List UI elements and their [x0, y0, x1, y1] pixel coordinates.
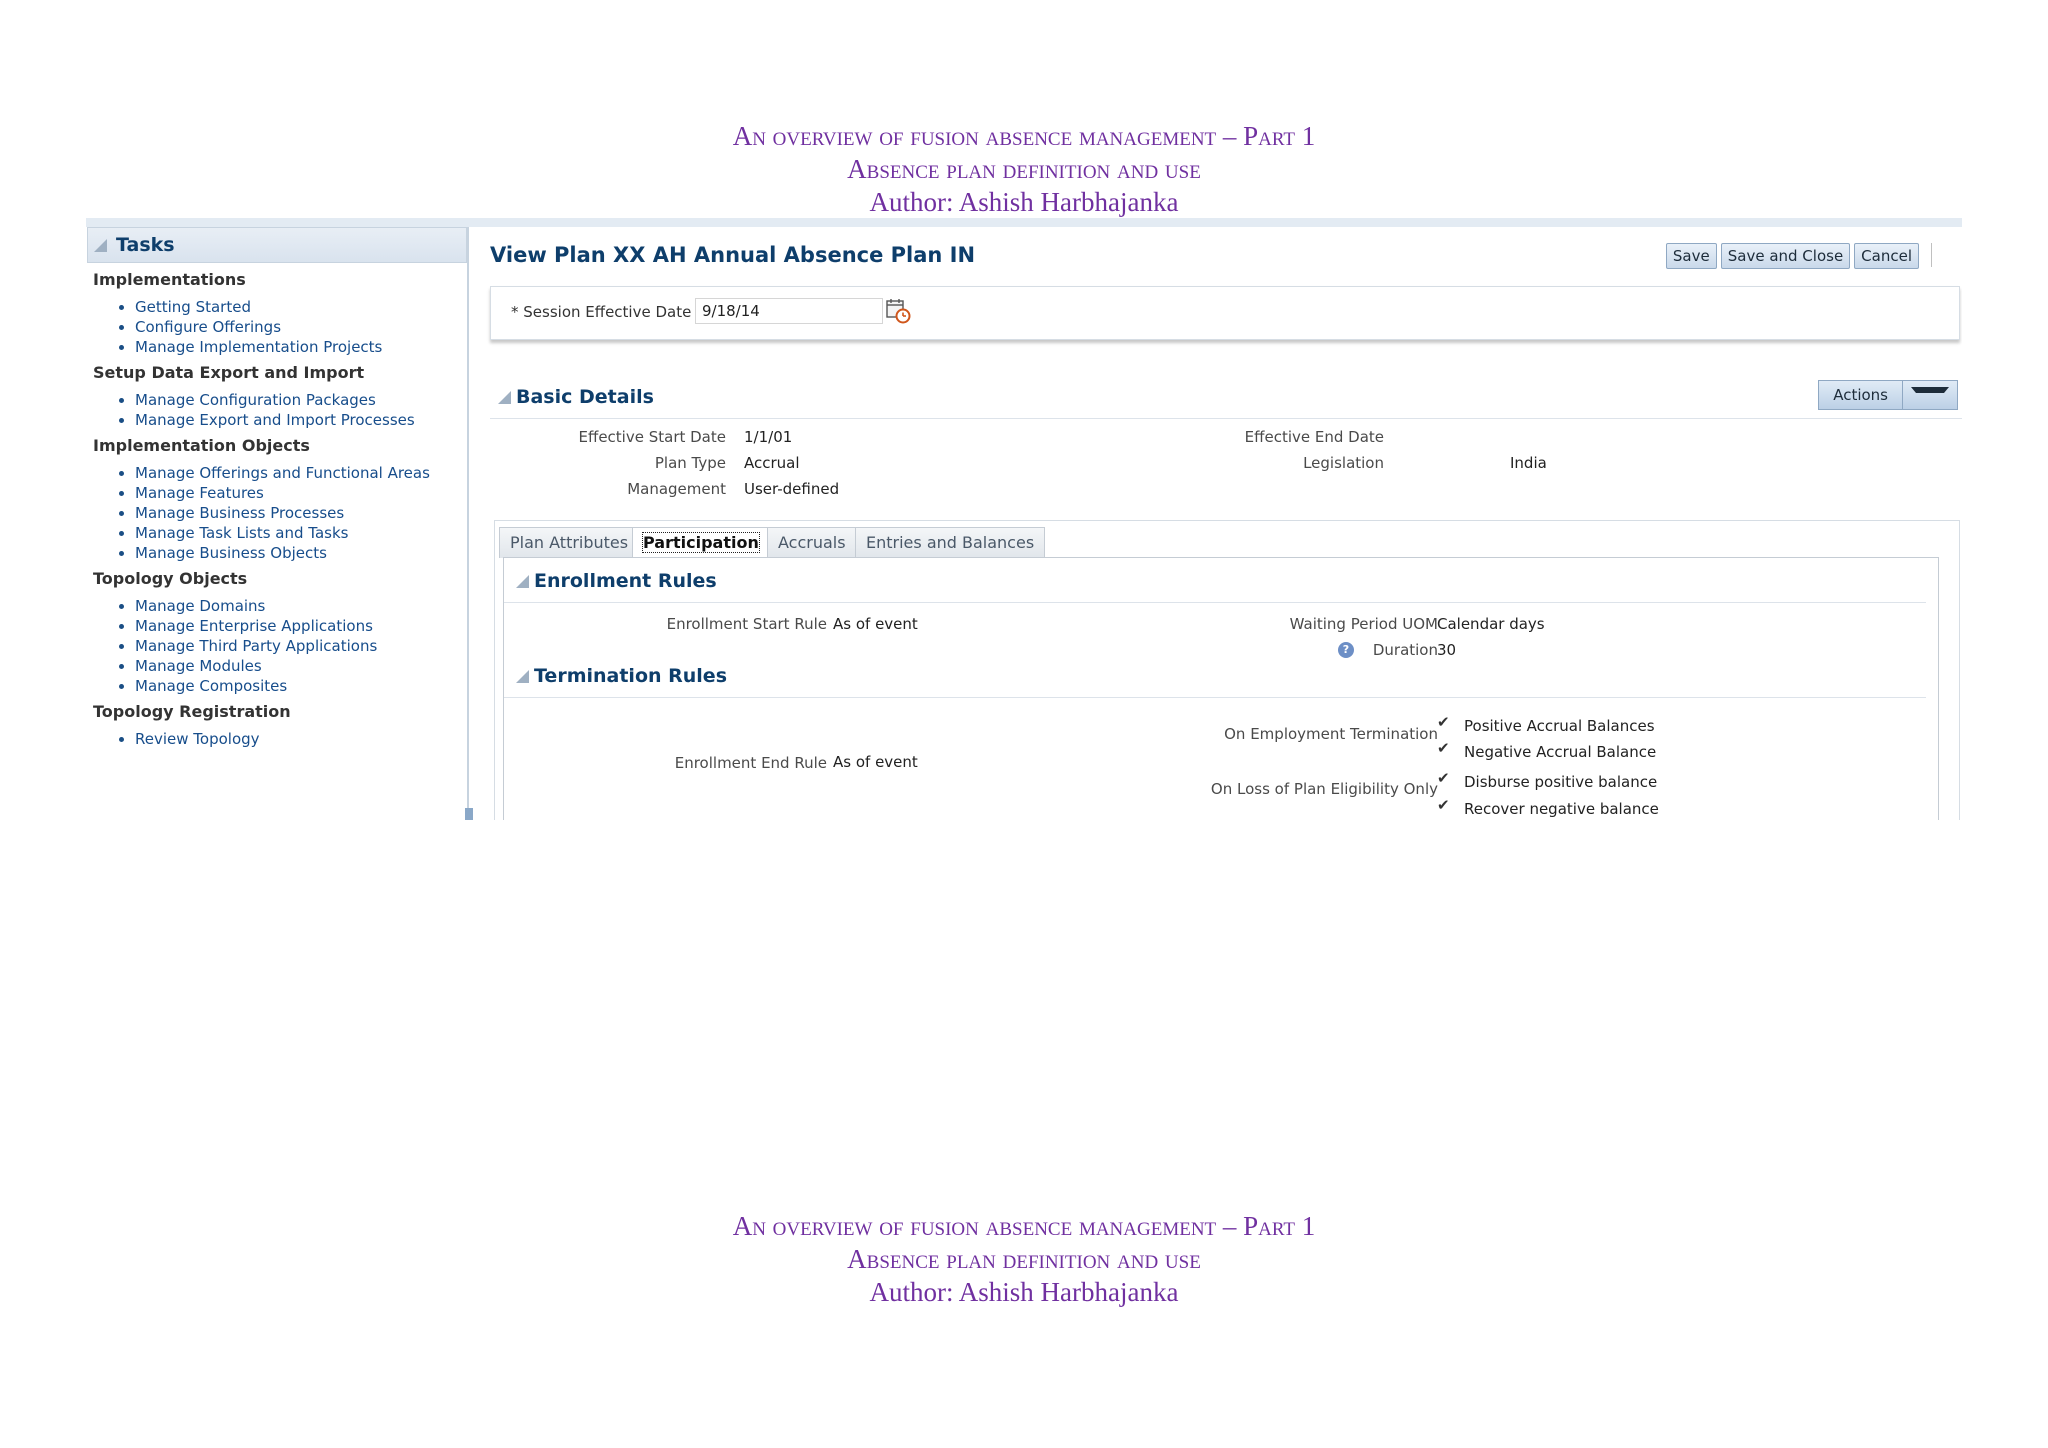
task-group-title: Implementations: [93, 270, 246, 289]
task-link-label: Getting Started: [135, 298, 251, 316]
task-group-title: Setup Data Export and Import: [93, 363, 365, 382]
task-link[interactable]: [135, 729, 467, 749]
enrollment-rules-header[interactable]: [516, 570, 717, 592]
session-date-label: * Session Effective Date: [511, 303, 692, 321]
task-link-label: Manage Business Processes: [135, 504, 345, 522]
option-recover-negative-balance: Recover negative balance: [1464, 800, 1659, 818]
document-author: Author: Ashish Harbhajanka: [869, 187, 1179, 217]
tab-entries-and-balances[interactable]: Entries and Balances: [855, 527, 1045, 558]
task-link-label: Manage Features: [135, 484, 264, 502]
participation-panel: [503, 557, 1939, 820]
effective-start-date-label: Effective Start Date: [578, 428, 726, 446]
session-date-input[interactable]: 9/18/14: [695, 298, 883, 324]
plan-type-label: Plan Type: [654, 454, 726, 472]
enrollment-rules-title: Enrollment Rules: [534, 570, 717, 592]
main-content: [490, 227, 1962, 820]
option-negative-accrual-balance: Negative Accrual Balance: [1464, 743, 1657, 761]
option-positive-accrual-balances: Positive Accrual Balances: [1464, 717, 1655, 735]
plan-tabs-container: [494, 520, 1960, 820]
document-title-part-b: – Part 1: [1216, 1211, 1316, 1241]
tasks-panel-header[interactable]: [87, 227, 467, 263]
basic-details-header[interactable]: [498, 386, 654, 408]
task-link-label: Manage Modules: [135, 657, 262, 675]
task-link[interactable]: [135, 463, 467, 483]
task-link[interactable]: [135, 616, 467, 636]
task-list: [87, 729, 467, 749]
enrollment-start-rule-value: As of event: [833, 615, 918, 633]
task-link-label: Manage Enterprise Applications: [135, 617, 373, 635]
document-title-part-a: An overview of fusion absence management: [732, 1211, 1217, 1241]
management-value: User-defined: [744, 480, 840, 498]
task-link[interactable]: [135, 483, 467, 503]
collapse-triangle-icon[interactable]: [94, 239, 107, 252]
task-link[interactable]: [135, 410, 467, 430]
tab-participation[interactable]: [632, 527, 770, 558]
task-link-label: Manage Business Objects: [135, 544, 327, 562]
checkmark-icon: ✔: [1437, 739, 1450, 757]
task-list: [87, 596, 467, 696]
document-title: [0, 120, 2048, 153]
duration-value: 30: [1437, 641, 1457, 659]
save-button[interactable]: Save: [1666, 243, 1717, 269]
task-group-title: Implementation Objects: [93, 436, 310, 455]
task-link-label: Manage Export and Import Processes: [135, 411, 415, 429]
toolbar-separator: [1931, 243, 1932, 267]
checkmark-icon: ✔: [1437, 769, 1450, 787]
actions-menu[interactable]: [1818, 380, 1958, 410]
checkmark-icon: ✔: [1437, 713, 1450, 731]
legislation-label: Legislation: [1303, 454, 1384, 472]
task-link-label: Manage Configuration Packages: [135, 391, 376, 409]
task-link-label: Manage Composites: [135, 677, 288, 695]
cancel-button[interactable]: Cancel: [1854, 243, 1919, 269]
panel-resize-handle[interactable]: [465, 808, 473, 820]
task-link-label: Configure Offerings: [135, 318, 282, 336]
tasks-panel: [87, 227, 469, 820]
enrollment-end-rule-value: As of event: [833, 753, 918, 771]
task-link-label: Review Topology: [135, 730, 260, 748]
session-date-box: [490, 286, 1960, 340]
chevron-down-icon: [1911, 387, 1949, 403]
document-title-part-a: An overview of fusion absence management: [732, 121, 1217, 151]
basic-details-title: Basic Details: [516, 386, 654, 408]
effective-end-date-label: Effective End Date: [1244, 428, 1384, 446]
save-and-close-button[interactable]: Save and Close: [1721, 243, 1850, 269]
management-label: Management: [627, 480, 726, 498]
collapse-triangle-icon[interactable]: [498, 391, 511, 404]
task-link-label: Manage Third Party Applications: [135, 637, 378, 655]
section-divider: [490, 418, 1962, 419]
tab-participation-label: Participation: [643, 533, 759, 552]
on-loss-of-plan-eligibility-label: On Loss of Plan Eligibility Only: [1210, 780, 1438, 798]
page-title: View Plan XX AH Annual Absence Plan IN: [490, 243, 976, 267]
checkmark-icon: ✔: [1437, 796, 1450, 814]
effective-start-date-value: 1/1/01: [744, 428, 793, 446]
task-link[interactable]: [135, 636, 467, 656]
document-title-part-b: – Part 1: [1216, 121, 1316, 151]
task-link[interactable]: [135, 503, 467, 523]
task-link[interactable]: [135, 297, 467, 317]
task-link[interactable]: [135, 390, 467, 410]
tab-plan-attributes[interactable]: Plan Attributes: [499, 527, 639, 558]
document-subtitle: Absence plan definition and use: [847, 1244, 1201, 1274]
task-link[interactable]: [135, 656, 467, 676]
termination-rules-title: Termination Rules: [534, 665, 728, 687]
section-divider: [504, 697, 1926, 698]
task-group-title: Topology Registration: [93, 702, 291, 721]
section-divider: [504, 602, 1926, 603]
document-header-bottom: [0, 1210, 2048, 1309]
termination-rules-header[interactable]: [516, 665, 727, 687]
tasks-panel-title: Tasks: [116, 234, 175, 256]
application-screenshot: [86, 218, 1962, 820]
tab-accruals[interactable]: Accruals: [767, 527, 857, 558]
collapse-triangle-icon[interactable]: [516, 575, 529, 588]
legislation-value: India: [1510, 454, 1547, 472]
waiting-period-uom-label: Waiting Period UOM: [1289, 615, 1438, 633]
collapse-triangle-icon[interactable]: [516, 670, 529, 683]
plan-type-value: Accrual: [744, 454, 800, 472]
task-link[interactable]: [135, 543, 467, 563]
task-link[interactable]: [135, 317, 467, 337]
top-border: [86, 218, 1962, 227]
enrollment-end-rule-label: Enrollment End Rule: [674, 754, 827, 772]
task-link-label: Manage Offerings and Functional Areas: [135, 464, 430, 482]
task-link[interactable]: [135, 523, 467, 543]
document-subtitle: Absence plan definition and use: [847, 154, 1201, 184]
actions-dropdown[interactable]: [1902, 381, 1957, 409]
waiting-period-uom-value: Calendar days: [1437, 615, 1545, 633]
task-link[interactable]: [135, 676, 467, 696]
duration-label: Duration: [1372, 641, 1438, 659]
document-author: Author: Ashish Harbhajanka: [869, 1277, 1179, 1307]
task-list: [87, 390, 467, 430]
on-employment-termination-label: On Employment Termination: [1224, 725, 1438, 743]
help-icon[interactable]: ?: [1338, 642, 1354, 658]
page-toolbar: [1666, 243, 1932, 269]
task-link[interactable]: [135, 337, 467, 357]
task-list: [87, 297, 467, 357]
calendar-icon[interactable]: [885, 298, 911, 324]
task-link[interactable]: [135, 596, 467, 616]
task-group-title: Topology Objects: [93, 569, 248, 588]
task-groups: [87, 270, 467, 749]
document-header-top: [0, 120, 2048, 219]
task-link-label: Manage Implementation Projects: [135, 338, 383, 356]
actions-button[interactable]: Actions: [1833, 386, 1888, 404]
document-title: [0, 1210, 2048, 1243]
task-list: [87, 463, 467, 563]
task-link-label: Manage Task Lists and Tasks: [135, 524, 349, 542]
task-link-label: Manage Domains: [135, 597, 266, 615]
enrollment-start-rule-label: Enrollment Start Rule: [666, 615, 827, 633]
option-disburse-positive-balance: Disburse positive balance: [1464, 773, 1658, 791]
